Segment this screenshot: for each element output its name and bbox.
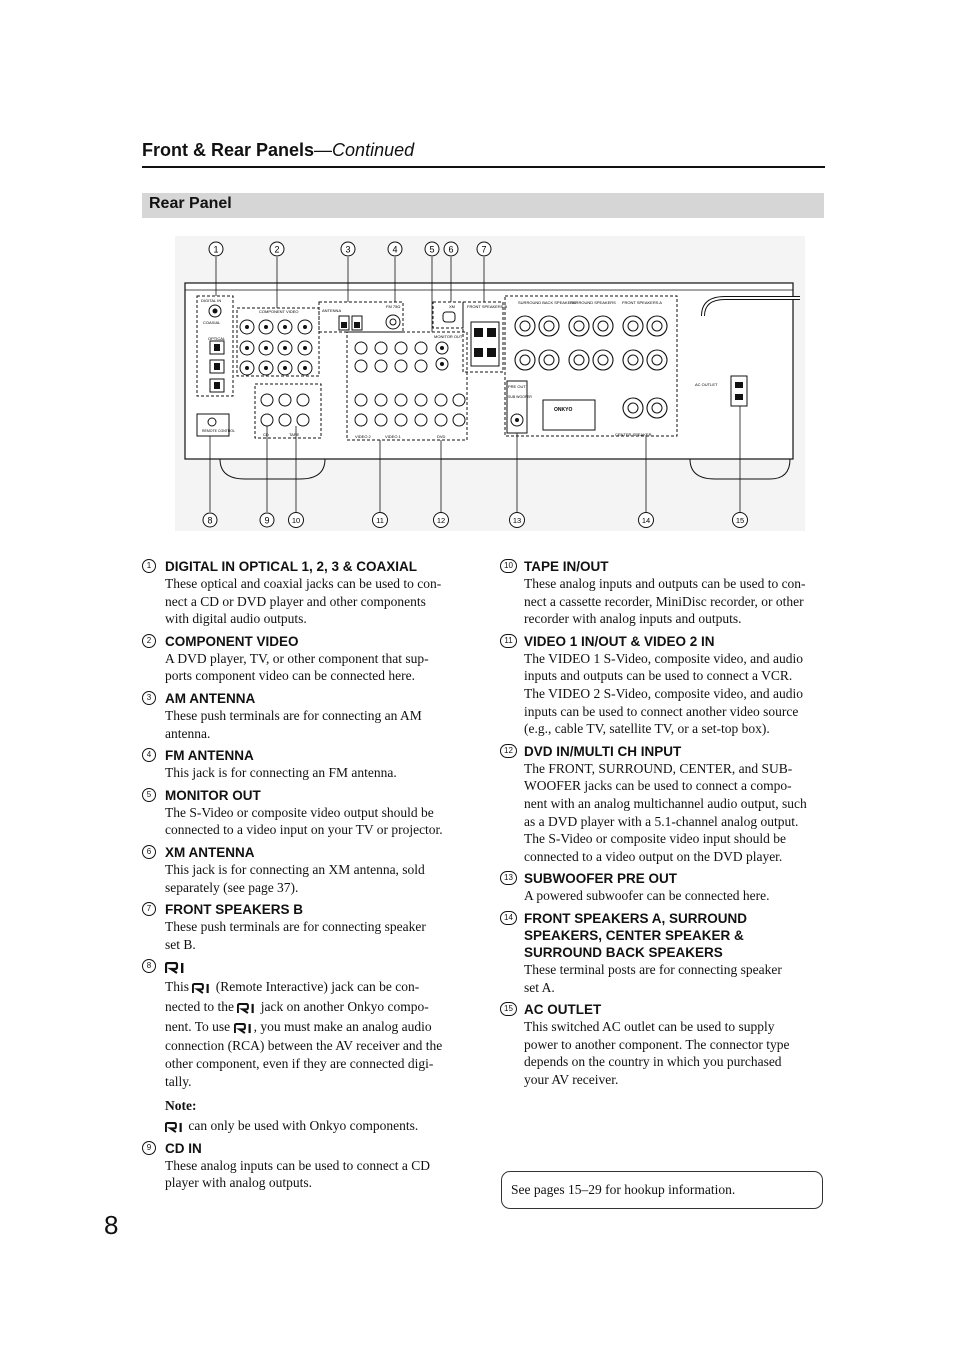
callout-11 xyxy=(373,513,388,528)
callout-12 xyxy=(434,513,449,528)
callout-10 xyxy=(289,513,304,528)
item-title: DVD IN/MULTI CH INPUT xyxy=(524,743,682,759)
list-item xyxy=(501,558,831,628)
item-description: The FRONT, SURROUND, CENTER, and SUB- WOOFER jacks can be used to connect a compo- nent with an analog multichannel audio output, such as a DVD player with a 5.1-channel analog output. The S-Video or composite video input should be connected to a video output on the DVD player. xyxy=(524,760,807,864)
svg-text:6: 6 xyxy=(448,244,454,255)
ri-logo-icon xyxy=(165,962,187,974)
item-description: These optical and coaxial jacks can be used to con- nect a CD or DVD player and other components with digital audio outputs. xyxy=(165,576,442,627)
item-title: TAPE IN/OUT xyxy=(524,559,609,574)
svg-text:2: 2 xyxy=(274,244,280,255)
item-description: The S-Video or composite video output should be connected to a video input on your TV or projector. xyxy=(165,804,443,838)
item-number: 6 xyxy=(142,845,156,859)
label-coaxial: COAXIAL xyxy=(203,320,221,325)
label-tape: TAPE xyxy=(289,432,300,437)
item-number: 3 xyxy=(142,691,156,705)
ri-logo-icon xyxy=(237,1003,257,1014)
item-title: XM ANTENNA xyxy=(165,844,255,860)
item-description: This (Remote Interactive) jack can be con- nected to the jack on another Onkyo compo- nent. To use , you must make an analog audio connection (RCA) between the AV receiver and the other component, even if they are connected digi- tally. Note: can only be used with Onkyo components. xyxy=(165,977,472,1134)
page-number: 8 xyxy=(104,1210,119,1240)
list-item xyxy=(501,633,831,738)
note-label: Note: xyxy=(165,1098,197,1114)
list-item xyxy=(142,901,472,953)
item-description: A DVD player, TV, or other component that sup- ports component video can be connected here. xyxy=(165,650,429,684)
callout-6 xyxy=(444,242,458,256)
list-item xyxy=(501,870,831,905)
label-digital-in: DIGITAL IN xyxy=(201,298,222,303)
note-text: can only be used with Onkyo components. xyxy=(188,1118,419,1134)
callout-5 xyxy=(425,242,439,256)
list-item xyxy=(501,910,831,996)
item-description: These push terminals are for connecting an AM antenna. xyxy=(165,707,422,741)
page-header xyxy=(142,140,414,161)
label-center: CENTER SPEAKER xyxy=(615,432,652,437)
ri-logo-icon xyxy=(165,1122,185,1133)
list-item-ri xyxy=(142,958,472,1134)
svg-text:3: 3 xyxy=(345,244,351,255)
label-cd: CD xyxy=(263,432,269,437)
callout-13 xyxy=(510,513,525,528)
item-title: VIDEO 1 IN/OUT & VIDEO 2 IN xyxy=(524,633,715,649)
item-number: 7 xyxy=(142,902,156,916)
item-title: DIGITAL IN OPTICAL 1, 2, 3 & COAXIAL xyxy=(165,559,418,574)
item-title: FM ANTENNA xyxy=(165,748,254,764)
label-ac-outlet: AC OUTLET xyxy=(695,382,718,387)
item-description: The VIDEO 1 S-Video, composite video, and audio inputs and outputs can be used to connect a VCR. The VIDEO 2 S-Video, composite video, and audio inputs can be used to connect another video source (e.g., cable TV, satellite TV, or a set-top box). xyxy=(524,650,804,737)
svg-text:4: 4 xyxy=(392,244,398,255)
item-description: These analog inputs can be used to connect a CD player with analog outputs. xyxy=(165,1157,431,1191)
label-fm: FM 75Ω xyxy=(386,304,401,309)
svg-text:14: 14 xyxy=(641,516,651,525)
section-bar xyxy=(142,193,824,218)
svg-text:11: 11 xyxy=(376,516,384,525)
callout-14 xyxy=(639,513,654,528)
label-video2: VIDEO 2 xyxy=(355,434,371,439)
header-continued: —Continued xyxy=(314,140,415,160)
rear-panel-svg xyxy=(175,236,805,531)
rear-panel-diagram xyxy=(175,236,805,531)
svg-text:13: 13 xyxy=(512,516,522,525)
ri-logo-icon xyxy=(192,983,212,994)
item-title: AM ANTENNA xyxy=(165,690,256,706)
label-subwoofer: SUB WOOFER xyxy=(508,395,532,399)
svg-text:12: 12 xyxy=(436,516,446,525)
item-number: 15 xyxy=(500,1002,517,1016)
section-title: Rear Panel xyxy=(149,195,232,212)
label-xm: XM xyxy=(449,304,455,309)
callout-7 xyxy=(477,242,491,256)
callout-8 xyxy=(203,513,217,527)
svg-text:1: 1 xyxy=(213,244,219,255)
item-description: This jack is for connecting an FM antenna. xyxy=(165,765,397,781)
svg-text:7: 7 xyxy=(481,244,487,255)
item-description: This jack is for connecting an XM antenna, sold separately (see page 37). xyxy=(165,861,425,895)
item-description: These terminal posts are for connecting speaker set A. xyxy=(524,961,782,995)
item-title: AC OUTLET xyxy=(524,1002,602,1018)
list-item xyxy=(142,558,472,628)
label-monitor-out: MONITOR OUT xyxy=(434,334,463,339)
item-title: MONITOR OUT xyxy=(165,787,261,803)
item-title: SUBWOOFER PRE OUT xyxy=(524,871,678,887)
list-item xyxy=(142,747,472,782)
item-number: 5 xyxy=(142,788,156,802)
label-component-video: COMPONENT VIDEO xyxy=(259,309,299,314)
callout-15 xyxy=(733,513,748,528)
svg-text:9: 9 xyxy=(264,515,270,526)
label-brand: ONKYO xyxy=(554,407,573,413)
label-surround: SURROUND SPEAKERS xyxy=(570,300,616,305)
item-number: 11 xyxy=(500,634,517,648)
label-front-a: FRONT SPEAKERS A xyxy=(622,300,662,305)
hookup-reference-text: See pages 15–29 for hookup information. xyxy=(511,1182,736,1197)
item-title: FRONT SPEAKERS B xyxy=(165,902,304,918)
right-column xyxy=(501,558,831,1093)
item-description: These push terminals are for connecting speaker set B. xyxy=(165,919,426,952)
label-front-b: FRONT SPEAKERS B xyxy=(467,304,508,309)
item-number: 1 xyxy=(142,559,156,573)
list-item xyxy=(501,743,831,866)
list-item xyxy=(142,690,472,742)
label-pre-out: PRE OUT xyxy=(508,384,526,389)
ri-logo xyxy=(165,958,472,977)
callout-1 xyxy=(209,242,223,256)
callout-3 xyxy=(341,242,355,256)
header-title: Front & Rear Panels xyxy=(142,140,315,160)
item-number: 14 xyxy=(500,911,517,925)
item-number: 9 xyxy=(142,1141,156,1155)
callout-4 xyxy=(388,242,402,256)
svg-text:5: 5 xyxy=(429,244,435,255)
item-number: 2 xyxy=(142,634,156,648)
callout-9 xyxy=(260,513,274,527)
left-column xyxy=(142,558,472,1197)
header-rule xyxy=(142,166,825,168)
list-item xyxy=(142,633,472,685)
list-item xyxy=(501,1001,831,1088)
list-item xyxy=(142,844,472,896)
item-description: A powered subwoofer can be connected here. xyxy=(524,888,770,904)
list-item xyxy=(142,787,472,839)
label-remote: REMOTE CONTROL xyxy=(202,429,236,433)
item-title: CD IN xyxy=(165,1140,202,1156)
item-number: 10 xyxy=(500,559,517,573)
svg-text:8: 8 xyxy=(207,515,213,526)
svg-text:10: 10 xyxy=(291,516,301,525)
item-title: FRONT SPEAKERS A, SURROUND SPEAKERS, CENTER SPEAKER & SURROUND BACK SPEAKERS xyxy=(524,910,748,960)
svg-text:15: 15 xyxy=(735,516,745,525)
hookup-reference-box xyxy=(501,1171,823,1209)
item-number: 12 xyxy=(500,744,517,758)
item-title: COMPONENT VIDEO xyxy=(165,633,299,649)
item-description: These analog inputs and outputs can be used to con- nect a cassette recorder, MiniDisc recorder, or other recorder with analog inputs and outputs. xyxy=(524,576,806,627)
ri-logo-icon xyxy=(234,1023,254,1034)
item-number: 4 xyxy=(142,748,156,762)
label-surround-back: SURROUND BACK SPEAKERS xyxy=(518,300,576,305)
item-number: 13 xyxy=(500,871,517,885)
item-description: This switched AC outlet can be used to supply power to another component. The connector type depends on the country in which you purchased your AV receiver. xyxy=(524,1019,790,1087)
label-optical: OPTICAL xyxy=(208,336,226,341)
item-number: 8 xyxy=(142,959,156,973)
list-item xyxy=(142,1140,472,1192)
callout-2 xyxy=(270,242,284,256)
label-dvd: DVD xyxy=(437,434,446,439)
label-video1: VIDEO 1 xyxy=(385,434,401,439)
label-antenna: ANTENNA xyxy=(322,308,342,313)
